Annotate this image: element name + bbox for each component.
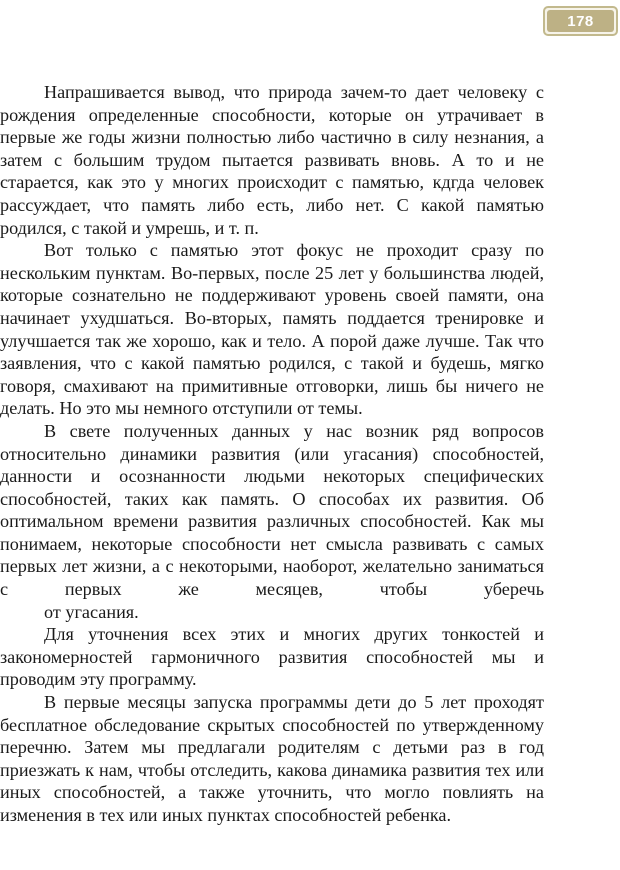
paragraph: Для уточнения всех этих и многих других тонкостей и закономерностей гармоничного развития способностей мы и проводим эту программу.	[0, 624, 544, 690]
paragraph: В свете полученных данных у нас возник ряд вопросов относительно динамики развития (или угасания) способностей, данности и осознанности людьми некоторых специфических способностей, таких как память. О способах их развития. Об оптимальном времени развития различных способностей. Как мы понимаем, некоторые способности нет смысла развивать с самых первых лет жизни, а с некоторыми, наоборот, желательно заниматься с первых же месяцев, чтобы уберечь	[0, 420, 544, 600]
paragraph: Напрашивается вывод, что природа зачем-то дает человеку с рождения определенные способности, которые он утрачивает в первые же годы жизни полностью либо частично в силу незнания, а затем с большим трудом пытается развивать вновь. А то и не старается, как это у многих происходит с памятью, кдгда человек рассуждает, что память либо есть, либо нет. С какой памятью родился, с такой и умрешь, и т. п.	[0, 82, 544, 238]
page-number-badge	[543, 6, 618, 36]
body-text	[0, 81, 544, 827]
paragraph: В первые месяцы запуска программы дети до 5 лет проходят бесплатное обследование скрытых способностей по утвержденному перечню. Затем мы предлагали родителям с детьми раз в год приезжать к нам, чтобы отследить, какова динамика развития тех или иных способностей, а также уточнить, что могло повлиять на изменения в тех или иных пунктах способностей ребенка.	[0, 692, 544, 825]
page-number: 178	[547, 10, 614, 32]
paragraph: Вот только с памятью этот фокус не проходит сразу по нескольким пунктам. Во-первых, после 25 лет у большинства людей, которые сознательно не поддерживают уровень своей памяти, она начинает ухудшаться. Во-вторых, память поддается тренировке и улучшается так же хорошо, как и тело. А порой даже лучше. Так что заявления, что с какой памятью родился, с такой и будешь, мягко говоря, смахивают на примитивные отговорки, лишь бы ничего не делать. Но это мы немного отступили от темы.	[0, 240, 544, 419]
paragraph-continuation: от угасания.	[44, 601, 139, 622]
